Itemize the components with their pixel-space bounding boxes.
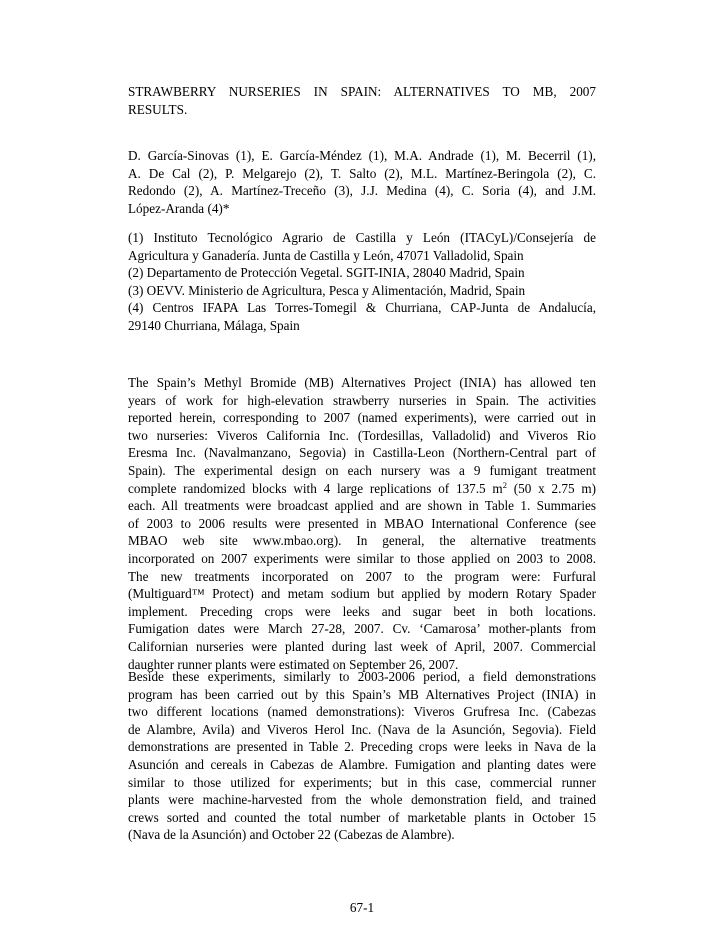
paragraph-line: Spain). The experimental design on each nursery was a 9 fumigant treatment [128, 462, 596, 478]
paragraph-line: reported herein, corresponding to 2007 (named experiments), were carried out in [128, 410, 596, 426]
paragraph-line: (Nava de la Asunción) and October 22 (Cabezas de Alambre). [128, 827, 455, 843]
paper-title [128, 83, 596, 118]
paragraph-line: Asunción and cereals in Cabezas de Alambre. Fumigation and planting dates were [128, 756, 596, 772]
author-line: López-Aranda (4)* [128, 200, 230, 216]
paragraph-line: each. All treatments were broadcast applied and are shown in Table 1. Summaries [128, 498, 596, 514]
paragraph-line: years of work for high-elevation strawberry nurseries in Spain. The activities [128, 392, 596, 408]
paragraph-line: two different locations (named demonstrations): Viveros Grufresa Inc. (Cabezas [128, 704, 596, 720]
paragraph-line-tail: (50 x 2.75 m) [506, 480, 596, 496]
paragraph-line: Beside these experiments, similarly to 2003-2006 period, a field demonstrations [128, 669, 596, 684]
paragraph-line: Fumigation dates were March 27-28, 2007. Cv. ‘Camarosa’ mother-plants from [128, 621, 596, 637]
paragraph-line: demonstrations are presented in Table 2. Preceding crops were leeks in Nava de la [128, 739, 596, 755]
affiliation-line: (3) OEVV. Ministerio de Agricultura, Pesca y Alimentación, Madrid, Spain [128, 282, 526, 298]
paragraph-line: (Multiguard™ Protect) and metam sodium but applied by modern Rotary Spader [128, 586, 596, 602]
affiliation-line: (1) Instituto Tecnológico Agrario de Castilla y León (ITACyL)/Consejería de [128, 230, 596, 245]
paragraph-line: two nurseries: Viveros California Inc. (Tordesillas, Valladolid) and Viveros Rio [128, 427, 596, 443]
paragraph-line: de Alambre, Avila) and Viveros Herol Inc. (Nava de la Asunción, Segovia). Field [128, 721, 596, 737]
paragraph-line: program has been carried out by this Spain’s MB Alternatives Project (INIA) in [128, 686, 596, 702]
paragraph-line: The Spain’s Methyl Bromide (MB) Alternatives Project (INIA) has allowed ten [128, 375, 596, 390]
title-line: RESULTS. [128, 101, 188, 117]
affiliation-line: (2) Departamento de Protección Vegetal. SGIT-INIA, 28040 Madrid, Spain [128, 265, 525, 281]
paragraph-line: incorporated on 2007 experiments were similar to those applied on 2003 to 2008. [128, 550, 596, 566]
paragraph-line: daughter runner plants were estimated on September 26, 2007. [128, 656, 459, 672]
author-list [128, 147, 596, 217]
paragraph-line: MBAO web site www.mbao.org). In general, the alternative treatments [128, 533, 596, 549]
author-line: Redondo (2), A. Martínez-Treceño (3), J.J. Medina (4), C. Soria (4), and J.M. [128, 183, 596, 199]
author-line: A. De Cal (2), P. Melgarejo (2), T. Salto (2), M.L. Martínez-Beringola (2), C. [128, 165, 596, 181]
paragraph-line: similar to those utilized for experiments; but in this case, commercial runner [128, 774, 596, 790]
paragraph-line: Eresma Inc. (Navalmanzano, Segovia) in Castilla-Leon (Northern-Central part of [128, 445, 596, 461]
paragraph-line: Californian nurseries were planted during last week of April, 2007. Commercial [128, 638, 596, 654]
paragraph-line: plants were machine-harvested from the whole demonstration field, and trained [128, 792, 596, 808]
author-line: D. García-Sinovas (1), E. García-Méndez (1), M.A. Andrade (1), M. Becerril (1), [128, 148, 596, 163]
area-superscript: 2 [502, 479, 507, 490]
paragraph-line: of 2003 to 2006 results were presented in MBAO International Conference (see [128, 515, 596, 531]
page-number: 67-1 [349, 900, 375, 915]
affiliation-line: Agricultura y Ganadería. Junta de Castilla y León, 47071 Valladolid, Spain [128, 247, 524, 263]
paragraph-line: The new treatments incorporated on 2007 to the program were: Furfural [128, 568, 596, 584]
body-paragraph-1 [128, 374, 596, 673]
affiliation-list [128, 229, 596, 335]
affiliation-line: (4) Centros IFAPA Las Torres-Tomegil & Churriana, CAP-Junta de Andalucía, [128, 300, 596, 316]
paragraph-line-with-superscript [128, 480, 596, 498]
body-paragraph-2 [128, 668, 596, 844]
paragraph-line: implement. Preceding crops were leeks and sugar beet in both locations. [128, 603, 596, 619]
paragraph-line-text: complete randomized blocks with 4 large replications of 137.5 m [128, 480, 503, 496]
affiliation-line: 29140 Churriana, Málaga, Spain [128, 317, 300, 333]
paragraph-line: crews sorted and counted the total number of marketable plants in October 15 [128, 809, 596, 825]
title-line: STRAWBERRY NURSERIES IN SPAIN: ALTERNATIVES TO MB, 2007 [128, 84, 596, 99]
